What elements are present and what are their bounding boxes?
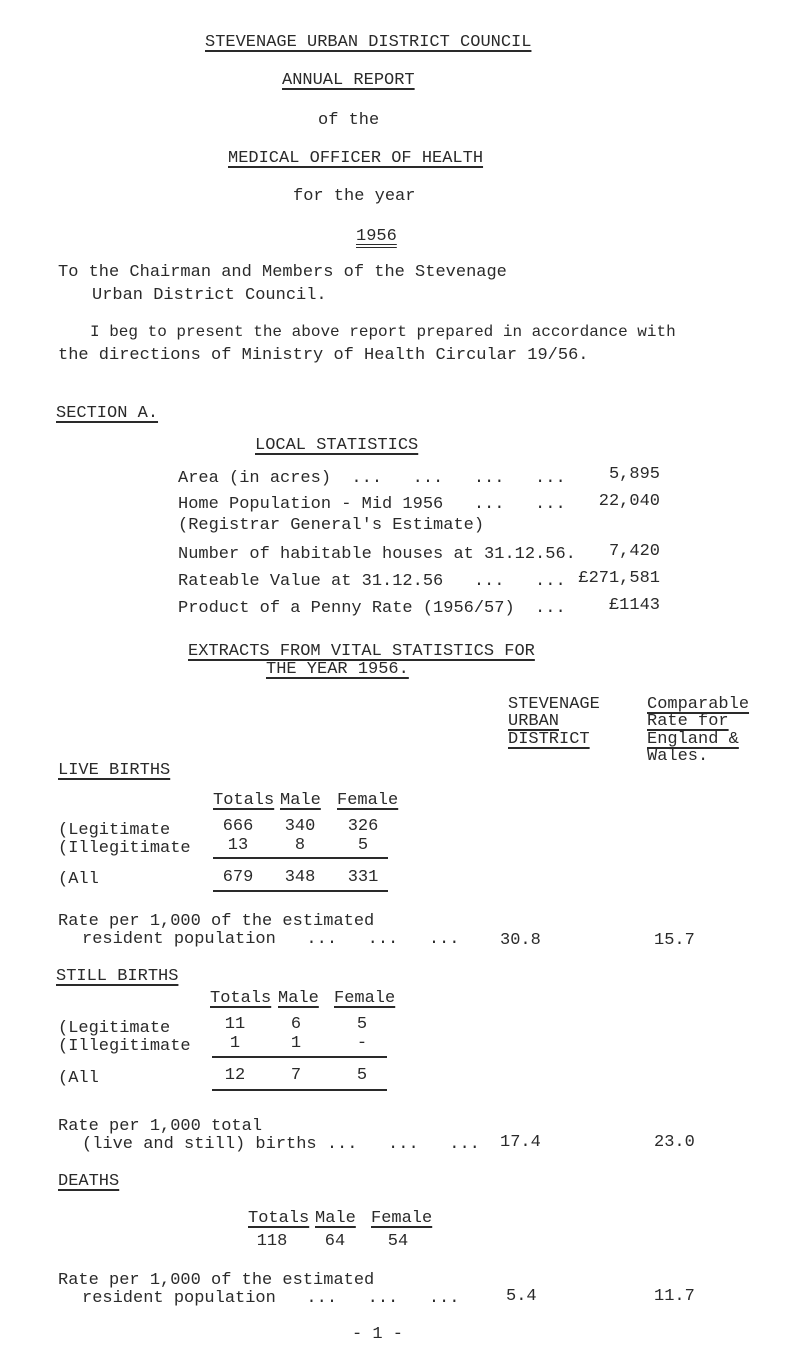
row-label: (All [58, 1069, 99, 1088]
total-rule [212, 1089, 387, 1091]
local-stat-label: (Registrar General's Estimate) [178, 516, 485, 535]
local-stat-value: 7,420 [608, 542, 660, 561]
live-births-rate-england: 15.7 [654, 931, 695, 950]
cell-totals: 666 [222, 817, 254, 836]
comparable-col-heading: Rate for [647, 712, 729, 731]
live-births-rate-label: Rate per 1,000 of the estimated [58, 912, 375, 931]
col-header-totals: Totals [210, 989, 272, 1008]
cell-male: 8 [294, 836, 306, 855]
local-stat-value: 5,895 [608, 465, 660, 484]
address-line-1: To the Chairman and Members of the Stevenage [58, 263, 507, 282]
row-label: (Legitimate [58, 821, 171, 840]
col-header-female: Female [371, 1209, 433, 1228]
address-line-2: Urban District Council. [92, 286, 327, 305]
cell-female: - [356, 1034, 368, 1053]
col-header-female: Female [337, 791, 399, 810]
local-stat-value: £1143 [608, 596, 660, 615]
row-label: (Illegitimate [58, 1037, 191, 1056]
local-stat-label: Number of habitable houses at 31.12.56. [178, 545, 576, 564]
deaths-rate-stevenage: 5.4 [506, 1287, 537, 1306]
cell-male: 348 [284, 868, 316, 887]
deaths-rate-label: resident population ... ... ... [82, 1289, 460, 1308]
comparable-col-heading: Comparable [647, 695, 750, 714]
still-births-rate-stevenage: 17.4 [500, 1133, 541, 1152]
local-stat-label: Rateable Value at 31.12.56 ... ... [178, 572, 566, 591]
still-births-rate-label: (live and still) births ... ... ... [82, 1135, 480, 1154]
cell-totals: 12 [224, 1066, 246, 1085]
cell-male: 64 [324, 1232, 346, 1251]
live-births-rate-stevenage: 30.8 [500, 931, 541, 950]
still-births-rate-england: 23.0 [654, 1133, 695, 1152]
of-the-text: of the [318, 111, 380, 130]
section-heading: SECTION A. [56, 404, 159, 423]
vital-statistics-heading: EXTRACTS FROM VITAL STATISTICS FOR [188, 642, 535, 661]
row-label: (All [58, 870, 99, 889]
comparable-col-heading: England & [647, 730, 739, 749]
live-births-title: LIVE BIRTHS [58, 761, 171, 780]
deaths-rate-label: Rate per 1,000 of the estimated [58, 1271, 375, 1290]
col-header-male: Male [278, 989, 319, 1008]
council-title: STEVENAGE URBAN DISTRICT COUNCIL [205, 33, 532, 52]
report-year: 1956 [356, 227, 397, 246]
col-header-male: Male [315, 1209, 356, 1228]
for-the-year-text: for the year [293, 187, 416, 206]
cell-totals: 1 [229, 1034, 241, 1053]
cell-female: 326 [347, 817, 379, 836]
col-header-male: Male [280, 791, 321, 810]
intro-line-2: the directions of Ministry of Health Circular 19/56. [58, 346, 589, 365]
row-label: (Illegitimate [58, 839, 191, 858]
total-rule [213, 890, 388, 892]
vital-statistics-year: THE YEAR 1956. [266, 660, 409, 679]
col-header-totals: Totals [213, 791, 275, 810]
intro-line-1: I beg to present the above report prepared in accordance with [90, 323, 676, 341]
col-header-female: Female [334, 989, 396, 1008]
cell-male: 7 [290, 1066, 302, 1085]
cell-male: 340 [284, 817, 316, 836]
row-label: (Legitimate [58, 1019, 171, 1038]
stevenage-col-heading: URBAN [508, 712, 560, 731]
cell-female: 5 [357, 836, 369, 855]
local-stat-label: Home Population - Mid 1956 ... ... [178, 495, 566, 514]
live-births-rate-label: resident population ... ... ... [82, 930, 460, 949]
cell-totals: 679 [222, 868, 254, 887]
officer-title: MEDICAL OFFICER OF HEALTH [228, 149, 484, 168]
stevenage-col-heading: DISTRICT [508, 730, 590, 749]
cell-totals: 13 [227, 836, 249, 855]
subtotal-rule [212, 1056, 387, 1058]
cell-female: 331 [347, 868, 379, 887]
cell-male: 1 [290, 1034, 302, 1053]
local-stat-label: Product of a Penny Rate (1956/57) ... [178, 599, 566, 618]
deaths-rate-england: 11.7 [654, 1287, 695, 1306]
still-births-rate-label: Rate per 1,000 total [58, 1117, 263, 1136]
cell-female: 5 [356, 1015, 368, 1034]
page-number: - 1 - [352, 1325, 404, 1344]
cell-totals: 118 [256, 1232, 288, 1251]
cell-totals: 11 [224, 1015, 246, 1034]
cell-female: 5 [356, 1066, 368, 1085]
still-births-title: STILL BIRTHS [56, 967, 179, 986]
cell-female: 54 [387, 1232, 409, 1251]
deaths-title: DEATHS [58, 1172, 120, 1191]
stevenage-col-heading: STEVENAGE [508, 695, 600, 714]
subtotal-rule [213, 857, 388, 859]
comparable-col-heading: Wales. [647, 747, 709, 766]
local-stat-value: £271,581 [578, 569, 660, 588]
report-title: ANNUAL REPORT [282, 71, 415, 90]
local-stat-value: 22,040 [598, 492, 660, 511]
local-stat-label: Area (in acres) ... ... ... ... [178, 469, 566, 488]
col-header-totals: Totals [248, 1209, 310, 1228]
cell-male: 6 [290, 1015, 302, 1034]
local-statistics-heading: LOCAL STATISTICS [255, 436, 419, 455]
